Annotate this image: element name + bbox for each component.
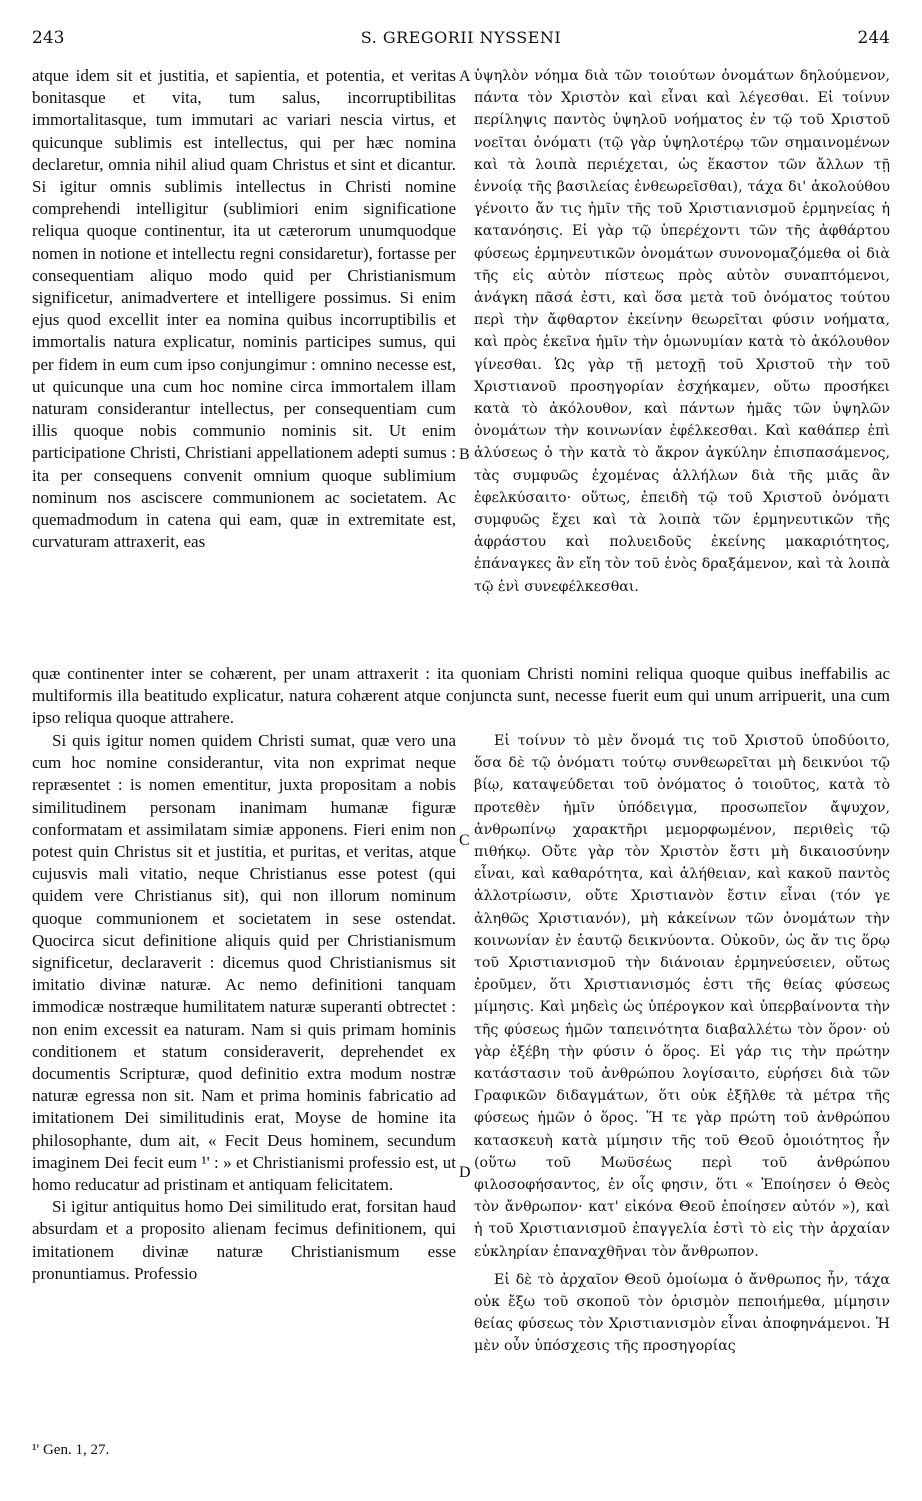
running-title: S. GREGORII NYSSENI xyxy=(360,28,562,47)
page-number-left: 243 xyxy=(32,28,65,48)
greek-column-bottom xyxy=(474,730,890,1358)
latin-fullwidth-continuation xyxy=(32,663,890,730)
latin-paragraph: Si quis igitur nomen quidem Christi sumat, quæ vero una cum hoc nomine considerantur, vita non exprimat neque repræsentet : is nomen ementitur, juxta propositam a nobis similitudinem personam inanimam humanæ figuræ conformatam et assimilatam simiæ apponens. Fieri enim non potest quin Christus sit et justitia, et puritas, et veritas, atque cujusvis mali vitatio, neque Christianus esse potest (qui quidem vere Christianus sit), qui non illorum nominum quoque communionem et societatem in sese ostendat. Quocirca sicut definitione aliquis quid per Christianismum significetur, declaraverit : dicemus quod Christianismus sit imitatio divinæ naturæ. Ac nemo definitioni tanquam immodicæ nostræque humilitatem naturæ superanti obtrectet : non enim excessit ea naturam. Nam si quis primam hominis conditionem et statum consideraverit, deprehendet ex documentis Scripturæ, quod definitio extra modum nostræ naturæ egressa non sit. Nam et prima hominis fabricatio ad imitationem Dei similitudinis erat, Moyse de homine ita philosophante, dum ait, « Fecit Deus hominem, secundum imaginem Dei fecit eum ¹' : » et Christianismi professio est, ut homo reducatur ad pristinam et antiquam felicitatem. xyxy=(32,731,456,1195)
latin-continuation-paragraph: quæ continenter inter se cohærent, per unam attraxerit : ita quoniam Christi nomini reliqua quoque quibus ineffabilis ac multiformis illa beatitudo explicatur, natura cohærent atque conjuncta sunt, necesse fuerit eum qui unum arripuerit, una cum ipso reliqua quoque attrahere. xyxy=(32,664,890,728)
latin-paragraph: atque idem sit et justitia, et sapientia, et potentia, et veritas bonitasque et vita, tum salus, incorruptibilitas immortalitasque, tum immutari ac variari nescia virtus, et quicunque sublimis est intellectus, qui per hæc nomina declaretur, omnia nihil aliud quam Christus et sint et dicantur. Si igitur omnis sublimis intellectus in Christi nomine comprehendi intelligitur (sublimiori enim significatione reliqua quoque continentur, ita ut cæterorum unumquodque nomen in notione et intellectu regni considaretur), fortasse per consequentiam aliquo modo quid per Christianismum significetur, animadvertere et intelligere possimus. Si enim ejus quod excellit inter ea nomina quibus incorruptibilis et immortalis natura explicatur, nominis participes sumus, qui per fidem in eum cum ipso conjungimur : omnino necesse est, ut quicunque una cum hoc nomine circa immortalem illam naturam considerantur intellectus, per consequentiam cum illis quoque nobis communio nominis sit. Ut enim participatione Christi, Christiani appellationem adepti sumus : ita per consequens convenit omnium quoque sublimium nominum nos asciscere communionem ac societatem. Ac quemadmodum in catena qui eam, quæ in extremitate est, curvaturam attraxerit, eas xyxy=(32,66,456,552)
section-marker-d: D xyxy=(459,1164,471,1181)
latin-paragraph: Si igitur antiquitus homo Dei similitudo erat, forsitan haud absurdam et a proposito alienam fecimus definitionem, qui imitationem divinæ naturæ Christianismum esse pronuntiamus. Professio xyxy=(32,1197,456,1283)
greek-paragraph: ὑψηλὸν νόημα διὰ τῶν τοιούτων ὀνομάτων δηλούμενον, πάντα τὸν Χριστὸν καὶ εἶναι καὶ λέγεσθαι. Εἰ τοίνυν περίληψις παντὸς ὑψηλοῦ νοήματος ἐν τῷ τοῦ Χριστοῦ νοεῖται ὀνόματι (τῷ γὰρ ὑψηλοτέρῳ τῶν σημαινομένων καὶ τὰ λοιπὰ περιέχεται, ὡς ἕκαστον τῶν ἄλλων τῇ ἐννοίᾳ τῆς βασιλείας ἐνθεωρεῖσθαι), τάχα δι' ἀκολούθου γένοιτο ἄν τις ἡμῖν τῆς τοῦ Χριστιανισμοῦ ἑρμηνείας ἡ κατανόησις. Εἰ γὰρ τῷ ὑπερέχοντι τῶν τῆς ἀφθάρτου φύσεως ἑρμηνευτικῶν ὀνομάτων συνονομαζόμεθα οἱ διὰ τῆς εἰς αὐτὸν πίστεως πρὸς αὐτὸν συναπτόμενοι, ἀνάγκη πᾶσά ἐστι, καὶ ὅσα μετὰ τοῦ ὀνόματος τούτου περὶ τὴν ἄφθαρτον ἐκείνην θεωρεῖται φύσιν νοήματα, καὶ πρὸς ἐκεῖνα ἡμῖν τὴν ὁμωνυμίαν κατὰ τὸ ἀκόλουθον γίνεσθαι. Ὡς γὰρ τῇ μετοχῇ τοῦ Χριστοῦ τὴν τοῦ Χριστιανοῦ προσηγορίαν ἐσχήκαμεν, οὕτω προσήκει κατὰ τὸ ἀκόλουθον, καὶ πάντων ἡμᾶς τῶν ὑψηλῶν ὀνομάτων τὴν κοινωνίαν ἐφέλκεσθαι. Καὶ καθάπερ ἐπὶ ἁλύσεως ὁ τὴν κατὰ τὸ ἄκρον ἀγκύλην ἐπισπασάμενος, τὰς συμφυῶς ἐχομένας ἀλλήλων διὰ τῆς μιᾶς ἂν ἐφελκύσαιτο· οὕτως, ἐπειδὴ τῷ τοῦ Χριστοῦ ὀνόματι συμφυῶς ἔχει καὶ τὰ λοιπὰ τῶν ἑρμηνευτικῶν τῆς ἀφράστου καὶ πολυειδοῦς ἐκείνης μακαριότητος, ἐπάναγκες ἂν εἴη τὸν τοῦ ἑνὸς δραξάμενον, καὶ τὰ λοιπὰ τῷ ἑνὶ συνεφέλκεσθαι. xyxy=(474,68,890,595)
footnote: ¹' Gen. 1, 27. xyxy=(32,1442,110,1458)
section-marker-a: A xyxy=(459,68,471,85)
section-marker-b: B xyxy=(459,446,470,463)
latin-column-bottom xyxy=(32,730,456,1285)
latin-column-top xyxy=(32,65,456,553)
greek-paragraph: Εἰ τοίνυν τὸ μὲν ὄνομά τις τοῦ Χριστοῦ ὑποδύοιτο, ὅσα δὲ τῷ ὀνόματι τούτῳ συνθεωρεῖται μὴ δεικνύοι τῷ βίῳ, καταψεύδεται τοῦ ὀνόματος ὁ τοιοῦτος, κατὰ τὸ προτεθὲν ἡμῖν ὑπόδειγμα, προσωπεῖον ἄψυχον, ἀνθρωπίνῳ χαρακτῆρι μεμορφωμένον, περιθεὶς τῷ πιθήκῳ. Οὔτε γὰρ τὸν Χριστὸν ἔστι μὴ δικαιοσύνην εἶναι, καὶ καθαρότητα, καὶ ἀλήθειαν, καὶ κακοῦ παντὸς ἀλλοτρίωσιν, οὔτε Χριστιανὸν ἔστιν εἶναι (τόν γε ἀληθῶς Χριστιανόν), μὴ κἀκείνων τῶν ὀνομάτων τὴν κοινωνίαν ἐν ἑαυτῷ δεικνύοντα. Οὐκοῦν, ὡς ἄν τις ὅρῳ τοῦ Χριστιανισμοῦ τὴν διάνοιαν ἑρμηνεύσειεν, οὕτως ἐροῦμεν, ὅτι Χριστιανισμός ἐστι τῆς θείας φύσεως μίμησις. Καὶ μηδεὶς ὡς ὑπέρογκον καὶ ὑπερβαίνοντα τὴν τῆς φύσεως ἡμῶν ταπεινότητα διαβαλλέτω τὸν ὅρον· οὐ γὰρ ἐξέβη τὴν φύσιν ὁ ὅρος. Εἰ γάρ τις τὴν πρώτην κατάστασιν τοῦ ἀνθρώπου λογίσαιτο, εὑρήσει διὰ τῶν Γραφικῶν διδαγμάτων, ὅτι οὐκ ἐξῆλθε τὰ μέτρα τῆς φύσεως ἡμῶν ὁ ὅρος. Ἥ τε γὰρ πρώτη τοῦ ἀνθρώπου κατασκευὴ κατὰ μίμησιν τῆς τοῦ Θεοῦ ὁμοιότητος ἦν (οὕτω τοῦ Μωϋσέως περὶ τοῦ ἀνθρώπου φιλοσοφήσαντος, ἐν οἷς φησιν, ὅτι « Ἐποίησεν ὁ Θεὸς τὸν ἄνθρωπον· κατ' εἰκόνα Θεοῦ ἐποίησεν αὐτόν »), καὶ ἡ τοῦ Χριστιανισμοῦ ἐπαγγελία ἐστὶ τὸ εἰς τὴν ἀρχαίαν εὐκληρίαν ἐπαναχθῆναι τὸν ἄνθρωπον. xyxy=(474,733,890,1260)
greek-paragraph: Εἰ δὲ τὸ ἀρχαῖον Θεοῦ ὁμοίωμα ὁ ἄνθρωπος ἦν, τάχα οὐκ ἔξω τοῦ σκοποῦ τὸν ὁρισμὸν πεποιήμεθα, μίμησιν θείας φύσεως τὸν Χριστιανισμὸν εἶναι ἀποφηνάμενοι. Ἡ μὲν οὖν ὑπόσχεσις τῆς προσηγορίας xyxy=(474,1271,890,1355)
section-marker-c: C xyxy=(459,832,470,849)
greek-column-top xyxy=(474,65,890,598)
page-header xyxy=(32,28,890,52)
page-number-right: 244 xyxy=(857,28,890,48)
